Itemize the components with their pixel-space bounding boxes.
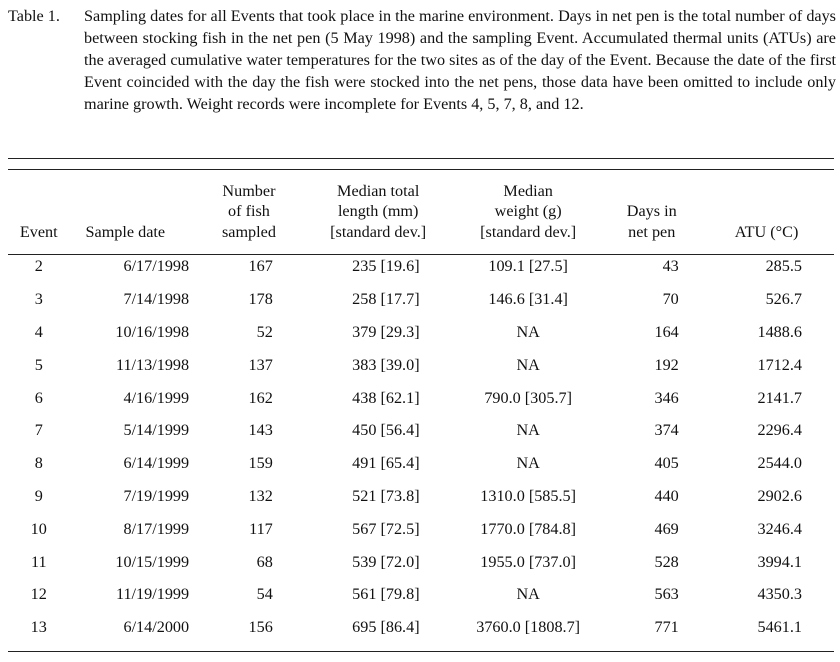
cell-median-weight: NA (516, 322, 540, 341)
cell-sample-date: 7/19/1999 (123, 486, 190, 505)
cell-sample-date: 6/17/1998 (123, 257, 190, 276)
cell-number-of-fish: 132 (248, 486, 273, 505)
cell-median-length: 695 [86.4] (352, 618, 420, 637)
table-body (8, 248, 834, 644)
cell-median-length: 258 [17.7] (352, 290, 420, 309)
cell-median-weight: 109.1 [27.5] (488, 257, 568, 276)
cell-median-weight: NA (516, 421, 540, 440)
cell-days-in-net-pen: 43 (662, 257, 679, 276)
cell-sample-date: 10/16/1998 (115, 322, 190, 341)
top-rule-thin (8, 158, 834, 159)
cell-sample-date: 7/14/1998 (123, 290, 190, 309)
cell-atu: 5461.1 (757, 618, 802, 637)
cell-atu: 3994.1 (757, 552, 802, 571)
header-sample-date: Sample date (85, 222, 166, 241)
cell-median-weight: 1310.0 [585.5] (480, 486, 577, 505)
cell-days-in-net-pen: 469 (654, 519, 679, 538)
cell-number-of-fish: 52 (256, 322, 273, 341)
cell-median-weight: 3760.0 [1808.7] (476, 618, 581, 637)
cell-event: 3 (34, 290, 43, 309)
table-caption (8, 5, 836, 115)
cell-days-in-net-pen: 70 (662, 290, 679, 309)
header-number-of-fish: Number of fish sampled (221, 181, 276, 241)
cell-median-weight: NA (516, 454, 540, 473)
cell-event: 12 (30, 585, 47, 604)
cell-days-in-net-pen: 346 (654, 388, 679, 407)
cell-event: 10 (30, 519, 47, 538)
table-row (8, 447, 834, 480)
cell-atu: 2141.7 (757, 388, 802, 407)
cell-number-of-fish: 162 (248, 388, 273, 407)
cell-atu: 3246.4 (757, 519, 802, 538)
cell-event: 8 (34, 454, 43, 473)
data-table (8, 176, 834, 644)
table-row (8, 283, 834, 316)
cell-number-of-fish: 54 (256, 585, 273, 604)
cell-event: 4 (34, 322, 43, 341)
header-median-length: Median total length (mm) [standard dev.] (330, 181, 427, 241)
table-row (8, 316, 834, 349)
cell-number-of-fish: 178 (248, 290, 273, 309)
cell-atu: 526.7 (765, 290, 802, 309)
table-row (8, 480, 834, 513)
cell-median-weight: 1770.0 [784.8] (480, 519, 577, 538)
cell-number-of-fish: 159 (248, 454, 273, 473)
cell-days-in-net-pen: 528 (654, 552, 679, 571)
cell-atu: 4350.3 (757, 585, 802, 604)
table-row (8, 381, 834, 414)
header-days-in-net-pen: Days in net pen (626, 202, 677, 241)
cell-median-length: 438 [62.1] (352, 388, 420, 407)
header-atu: ATU (°C) (734, 222, 799, 241)
header-event: Event (19, 222, 58, 241)
cell-days-in-net-pen: 563 (654, 585, 679, 604)
cell-event: 5 (34, 355, 43, 374)
cell-days-in-net-pen: 164 (654, 322, 679, 341)
cell-number-of-fish: 156 (248, 618, 273, 637)
cell-atu: 1488.6 (757, 322, 802, 341)
cell-days-in-net-pen: 440 (654, 486, 679, 505)
caption-label: Table 1. (8, 7, 60, 25)
cell-event: 6 (34, 388, 43, 407)
cell-median-length: 383 [39.0] (352, 355, 420, 374)
header-row (8, 176, 834, 248)
cell-median-length: 561 [79.8] (352, 585, 420, 604)
cell-atu: 2902.6 (757, 486, 802, 505)
caption-text: Sampling dates for all Events that took place in the marine environment. Days in net pen is the total number of days between stocking fish in the net pen (5 May 1998) and the sampling Event. Accumulated thermal units (ATUs) are the averaged cumulative water temperatures for the two sites as of the day of the Event. Because the date of the first Event coincided with the day the fish were stocked into the net pens, those data have been omitted to include only marine growth. Weight records were incomplete for Events 4, 5, 7, 8, and 12. (84, 7, 836, 113)
cell-event: 13 (30, 618, 47, 637)
cell-number-of-fish: 68 (256, 552, 273, 571)
table-row (8, 512, 834, 545)
cell-median-weight: 146.6 [31.4] (488, 290, 568, 309)
top-rule (8, 169, 834, 170)
cell-number-of-fish: 143 (248, 421, 273, 440)
cell-sample-date: 6/14/2000 (123, 618, 190, 637)
cell-median-length: 379 [29.3] (352, 322, 420, 341)
cell-event: 2 (34, 257, 43, 276)
cell-median-length: 450 [56.4] (352, 421, 420, 440)
cell-median-length: 521 [73.8] (352, 486, 420, 505)
cell-atu: 1712.4 (757, 355, 802, 374)
table-row (8, 578, 834, 611)
cell-median-weight: 790.0 [305.7] (484, 388, 572, 407)
cell-atu: 285.5 (765, 257, 802, 276)
cell-event: 7 (34, 421, 43, 440)
cell-event: 9 (34, 486, 43, 505)
cell-median-length: 235 [19.6] (352, 257, 420, 276)
cell-number-of-fish: 117 (249, 519, 273, 538)
cell-median-length: 567 [72.5] (352, 519, 420, 538)
table-row (8, 545, 834, 578)
cell-days-in-net-pen: 771 (654, 618, 679, 637)
cell-days-in-net-pen: 374 (654, 421, 679, 440)
cell-sample-date: 11/19/1999 (115, 585, 190, 604)
cell-median-length: 539 [72.0] (352, 552, 420, 571)
cell-atu: 2544.0 (757, 454, 802, 473)
cell-median-weight: NA (516, 355, 540, 374)
cell-median-weight: 1955.0 [737.0] (480, 552, 577, 571)
cell-sample-date: 5/14/1999 (123, 421, 190, 440)
header-rule (8, 254, 834, 255)
bottom-rule (8, 651, 834, 652)
cell-sample-date: 8/17/1999 (123, 519, 190, 538)
cell-number-of-fish: 167 (248, 257, 273, 276)
table-row (8, 348, 834, 381)
header-median-weight: Median weight (g) [standard dev.] (480, 181, 577, 241)
cell-days-in-net-pen: 405 (654, 454, 679, 473)
cell-sample-date: 11/13/1998 (115, 355, 190, 374)
cell-sample-date: 6/14/1999 (123, 454, 190, 473)
cell-atu: 2296.4 (757, 421, 802, 440)
cell-event: 11 (30, 552, 47, 571)
cell-median-weight: NA (516, 585, 540, 604)
cell-sample-date: 4/16/1999 (123, 388, 190, 407)
table-row (8, 611, 834, 644)
table-row (8, 414, 834, 447)
cell-median-length: 491 [65.4] (352, 454, 420, 473)
cell-sample-date: 10/15/1999 (115, 552, 190, 571)
cell-days-in-net-pen: 192 (654, 355, 679, 374)
cell-number-of-fish: 137 (248, 355, 273, 374)
